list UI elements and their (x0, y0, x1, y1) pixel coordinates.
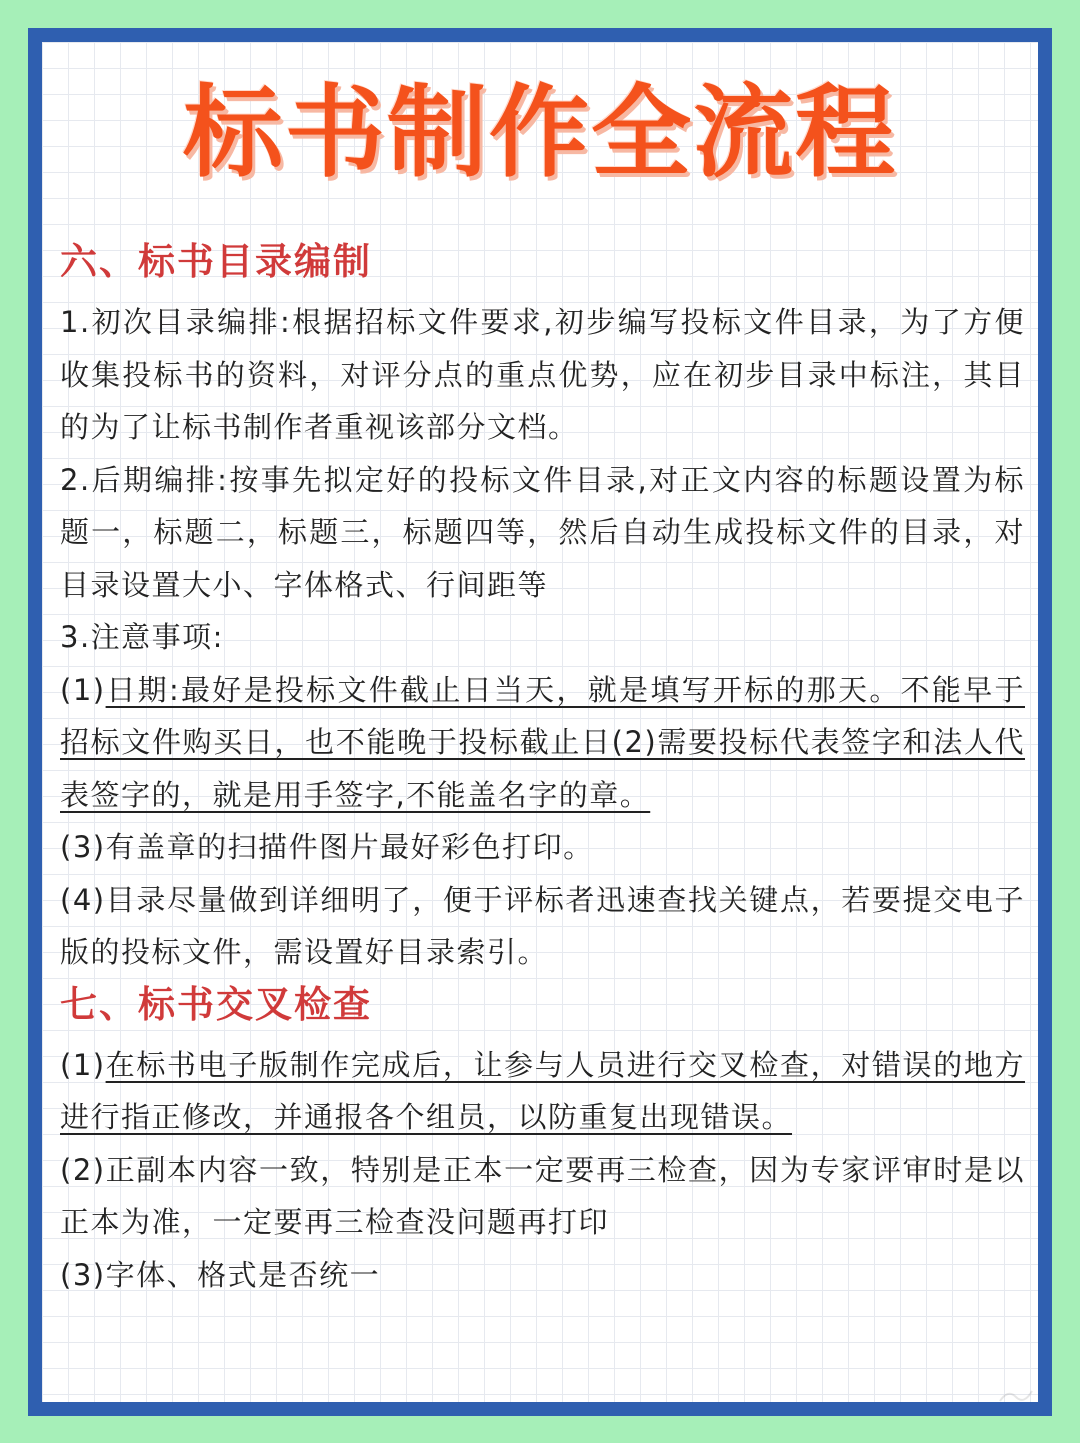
note-prefix: (1) (60, 672, 106, 707)
paragraph-notes-label: 3.注意事项: (60, 620, 224, 654)
paragraph-original-copy: (2)正副本内容一致，特别是正本一定要再三检查，因为专家评审时是以正本为准，一定要再三检查没问题再打印 (60, 1152, 1025, 1239)
check-prefix: (1) (60, 1047, 106, 1082)
paragraph-cross-check (60, 1039, 1025, 1144)
section-heading-cross-check: 七、标书交叉检查 (60, 982, 372, 1026)
paragraph-font-format: (3)字体、格式是否统一 (60, 1257, 381, 1292)
note-underlined-text: 日期:最好是投标文件截止日当天，就是填写开标的那天。不能早于招标文件购买日，也不能晚于投标截止日(2)需要投标代表签字和法人代表签字的，就是用手签字,不能盖名字的章。 (60, 672, 1025, 812)
paragraph-later-arrangement: 2.后期编排:按事先拟定好的投标文件目录,对正文内容的标题设置为标题一，标题二，标题三，标题四等，然后自动生成投标文件的目录，对目录设置大小、字体格式、行间距等 (60, 462, 1025, 602)
page-title: 标书制作全流程 (183, 74, 897, 191)
paragraph-note-scan: (3)有盖章的扫描件图片最好彩色打印。 (60, 830, 594, 864)
paragraph-initial-catalog: 1.初次目录编排:根据招标文件要求,初步编写投标文件目录，为了方便收集投标书的资料，对评分点的重点优势，应在初步目录中标注，其目的为了让标书制作者重视该部分文档。 (60, 305, 1025, 444)
content-body (60, 236, 1025, 1301)
paragraph-note-catalog-detail: (4)目录尽量做到详细明了，便于评标者迅速查找关键点，若要提交电子版的投标文件，需设置好目录索引。 (60, 882, 1025, 969)
check-underlined-text: 在标书电子版制作完成后，让参与人员进行交叉检查，对错误的地方进行指正修改，并通报各个组员，以防重复出现错误。 (60, 1047, 1025, 1134)
watermark-icon (998, 1387, 1034, 1405)
section-heading-catalog: 六、标书目录编制 (60, 240, 372, 283)
paragraph-note-date (60, 664, 1025, 822)
